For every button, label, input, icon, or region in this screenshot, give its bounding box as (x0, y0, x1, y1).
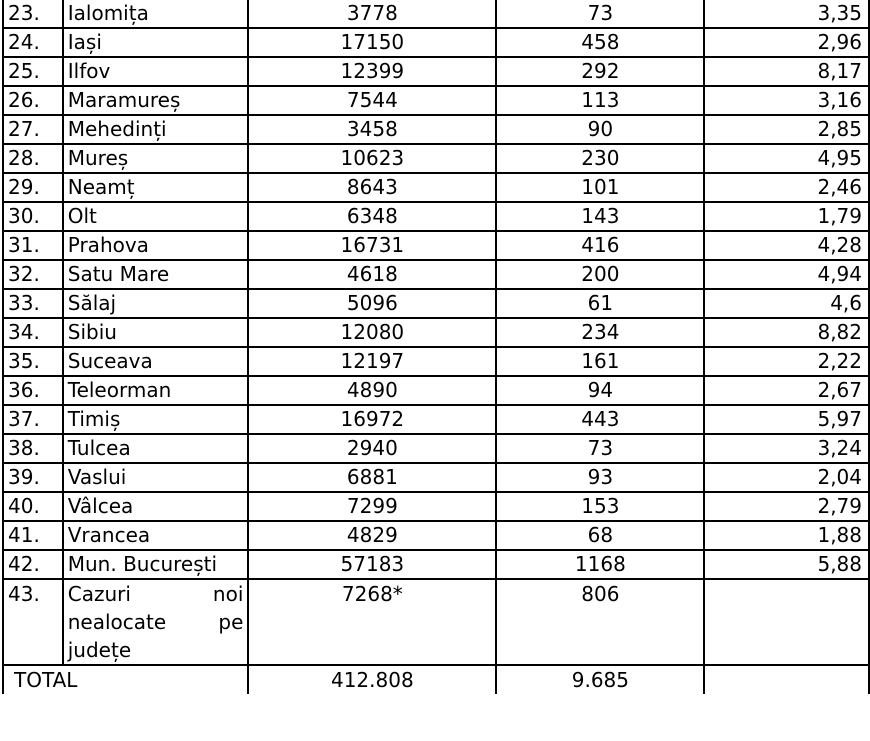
cases-cell: 7268* (248, 579, 496, 665)
row-number: 32. (3, 260, 63, 289)
table-row (3, 0, 869, 28)
rate-cell: 3,35 (704, 0, 869, 28)
row-number: 28. (3, 144, 63, 173)
rate-cell: 3,24 (704, 434, 869, 463)
total-deaths-cell: 9.685 (496, 665, 704, 694)
cases-cell: 16731 (248, 231, 496, 260)
row-number: 38. (3, 434, 63, 463)
row-number: 42. (3, 550, 63, 579)
deaths-cell: 113 (496, 86, 704, 115)
table-row (3, 550, 869, 579)
row-number: 39. (3, 463, 63, 492)
cases-cell: 6881 (248, 463, 496, 492)
row-number: 23. (3, 0, 63, 28)
deaths-cell: 416 (496, 231, 704, 260)
row-number: 34. (3, 318, 63, 347)
rate-cell: 8,17 (704, 57, 869, 86)
county-name: Vâlcea (63, 492, 249, 521)
cases-cell: 12080 (248, 318, 496, 347)
unallocated-row (3, 579, 869, 665)
row-number: 41. (3, 521, 63, 550)
rate-cell: 3,16 (704, 86, 869, 115)
row-number: 33. (3, 289, 63, 318)
row-number: 43. (3, 579, 63, 665)
cases-cell: 16972 (248, 405, 496, 434)
deaths-cell: 806 (496, 579, 704, 665)
cases-cell: 8643 (248, 173, 496, 202)
county-name: Sibiu (63, 318, 249, 347)
total-label: TOTAL (3, 665, 248, 694)
county-name: Mureș (63, 144, 249, 173)
table-row (3, 347, 869, 376)
row-number: 36. (3, 376, 63, 405)
total-row (3, 665, 869, 694)
table-row (3, 115, 869, 144)
row-number: 25. (3, 57, 63, 86)
cases-cell: 4618 (248, 260, 496, 289)
county-name: Prahova (63, 231, 249, 260)
rate-cell: 4,6 (704, 289, 869, 318)
cases-cell: 57183 (248, 550, 496, 579)
rate-cell: 4,95 (704, 144, 869, 173)
unallocated-label-word: noi (212, 582, 244, 606)
cases-cell: 4829 (248, 521, 496, 550)
deaths-cell: 443 (496, 405, 704, 434)
unallocated-label-word: nealocate (67, 610, 167, 634)
rate-cell: 1,88 (704, 521, 869, 550)
deaths-cell: 161 (496, 347, 704, 376)
county-name: Tulcea (63, 434, 249, 463)
deaths-cell: 94 (496, 376, 704, 405)
rate-cell: 8,82 (704, 318, 869, 347)
unallocated-label-word: Cazuri (67, 582, 131, 606)
cases-cell: 3458 (248, 115, 496, 144)
county-name: Ilfov (63, 57, 249, 86)
table-row (3, 86, 869, 115)
county-name: Teleorman (63, 376, 249, 405)
table-row (3, 28, 869, 57)
table-row (3, 144, 869, 173)
deaths-cell: 68 (496, 521, 704, 550)
row-number: 30. (3, 202, 63, 231)
cases-cell: 17150 (248, 28, 496, 57)
cases-cell: 12197 (248, 347, 496, 376)
rate-cell: 5,88 (704, 550, 869, 579)
cases-cell: 2940 (248, 434, 496, 463)
cases-cell: 12399 (248, 57, 496, 86)
county-name: Maramureș (63, 86, 249, 115)
table-footer-body (3, 579, 869, 694)
unallocated-label-word: pe (218, 610, 244, 634)
county-name: Mun. București (63, 550, 249, 579)
row-number: 27. (3, 115, 63, 144)
county-name: Neamț (63, 173, 249, 202)
table-row (3, 231, 869, 260)
rate-cell: 4,94 (704, 260, 869, 289)
row-number: 24. (3, 28, 63, 57)
deaths-cell: 73 (496, 0, 704, 28)
deaths-cell: 1168 (496, 550, 704, 579)
deaths-cell: 73 (496, 434, 704, 463)
deaths-cell: 230 (496, 144, 704, 173)
deaths-cell: 61 (496, 289, 704, 318)
table-row (3, 173, 869, 202)
row-number: 26. (3, 86, 63, 115)
table-row (3, 463, 869, 492)
county-name: Ialomița (63, 0, 249, 28)
deaths-cell: 101 (496, 173, 704, 202)
county-name: Satu Mare (63, 260, 249, 289)
rate-cell: 2,79 (704, 492, 869, 521)
county-name: Iași (63, 28, 249, 57)
rate-cell: 2,22 (704, 347, 869, 376)
row-number: 37. (3, 405, 63, 434)
row-number: 31. (3, 231, 63, 260)
total-rate-cell (704, 665, 869, 694)
row-number: 40. (3, 492, 63, 521)
unallocated-label (63, 579, 249, 665)
county-statistics-table (2, 0, 870, 694)
rate-cell: 5,97 (704, 405, 869, 434)
table-row (3, 318, 869, 347)
rate-cell: 2,67 (704, 376, 869, 405)
rate-cell: 1,79 (704, 202, 869, 231)
table-row (3, 57, 869, 86)
cases-cell: 5096 (248, 289, 496, 318)
cases-cell: 10623 (248, 144, 496, 173)
deaths-cell: 143 (496, 202, 704, 231)
deaths-cell: 93 (496, 463, 704, 492)
table-row (3, 434, 869, 463)
rate-cell: 2,85 (704, 115, 869, 144)
county-name: Sălaj (63, 289, 249, 318)
table-row (3, 521, 869, 550)
table-row (3, 289, 869, 318)
table-row (3, 202, 869, 231)
cases-cell: 7299 (248, 492, 496, 521)
total-cases-cell: 412.808 (248, 665, 496, 694)
row-number: 29. (3, 173, 63, 202)
rate-cell: 4,28 (704, 231, 869, 260)
deaths-cell: 458 (496, 28, 704, 57)
deaths-cell: 153 (496, 492, 704, 521)
unallocated-label-word: județe (67, 638, 132, 662)
deaths-cell: 200 (496, 260, 704, 289)
table-row (3, 260, 869, 289)
cases-cell: 6348 (248, 202, 496, 231)
county-name: Vaslui (63, 463, 249, 492)
deaths-cell: 90 (496, 115, 704, 144)
county-name: Vrancea (63, 521, 249, 550)
county-name: Olt (63, 202, 249, 231)
table-row (3, 376, 869, 405)
rate-cell (704, 579, 869, 665)
cases-cell: 7544 (248, 86, 496, 115)
county-name: Mehedinți (63, 115, 249, 144)
deaths-cell: 292 (496, 57, 704, 86)
county-name: Suceava (63, 347, 249, 376)
table-row (3, 405, 869, 434)
cases-cell: 4890 (248, 376, 496, 405)
row-number: 35. (3, 347, 63, 376)
rate-cell: 2,96 (704, 28, 869, 57)
table-body (3, 0, 869, 579)
table-row (3, 492, 869, 521)
rate-cell: 2,46 (704, 173, 869, 202)
rate-cell: 2,04 (704, 463, 869, 492)
county-name: Timiș (63, 405, 249, 434)
cases-cell: 3778 (248, 0, 496, 28)
deaths-cell: 234 (496, 318, 704, 347)
